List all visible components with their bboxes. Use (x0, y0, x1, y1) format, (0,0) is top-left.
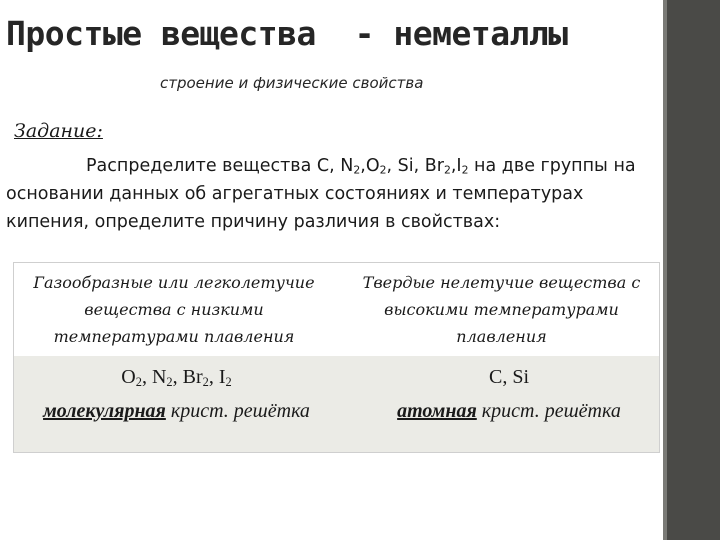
table-header-row (14, 263, 659, 357)
lattice-type-molecular: молекулярная (43, 400, 166, 422)
task-label: Задание: (14, 120, 103, 142)
side-decor-band (667, 0, 720, 540)
header-solid: Твердые нелетучие вещества с высокими температурами плавления (362, 273, 641, 346)
classification-table (13, 262, 660, 453)
formula-solid: C, Si (488, 366, 530, 388)
lattice-solid: атомная крист. решётка (397, 400, 621, 422)
header-gaseous: Газообразные или легколетучие вещества с низкими температурами плавления (33, 273, 315, 346)
lattice-type-atomic: атомная (397, 400, 477, 422)
formula-gaseous: $O_2$, $N_2$, $Br_2$, $I_2$ (121, 366, 232, 390)
lattice-gaseous: молекулярная крист. решётка (43, 400, 310, 422)
table-body-row (14, 356, 659, 452)
slide-title: Простые вещества - неметаллы (6, 14, 568, 53)
slide-subtitle: строение и физические свойства (160, 74, 424, 92)
task-text: Распределите вещества С, $N_2,O_2$, Si, $Br_2,I_2$ на две группы на основании данных об агрегатных состояниях и температурах кипения, определите причину различия в свойствах: (6, 156, 636, 232)
